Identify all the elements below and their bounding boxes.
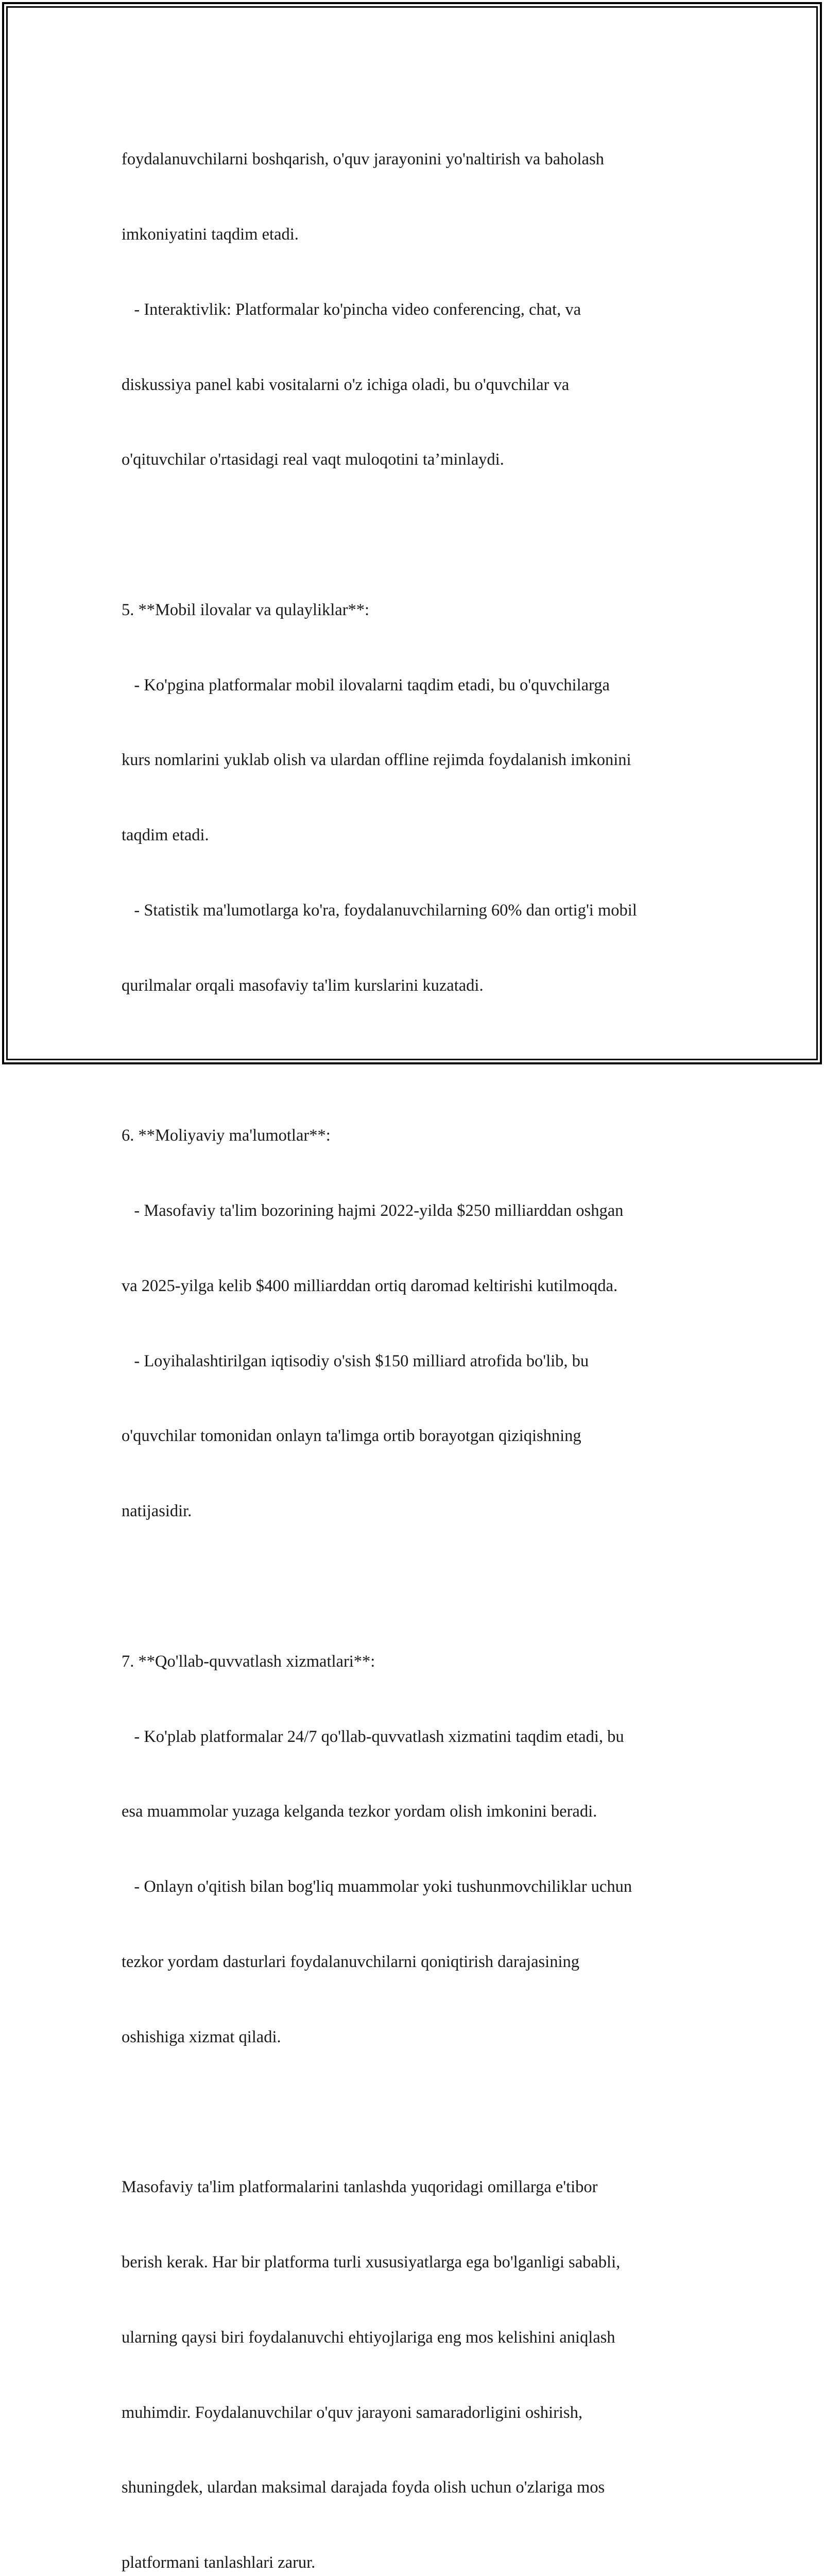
text-line: - Loyihalashtirilgan iqtisodiy o'sish $150 milliard atrofida bo'lib, bu <box>122 1351 589 1370</box>
blank-line <box>122 522 729 548</box>
text-line: - Statistik ma'lumotlarga ko'ra, foydalanuvchilarning 60% dan ortig'i mobil <box>122 901 637 920</box>
text-line: esa muammolar yuzaga kelganda tezkor yordam olish imkonini beradi. <box>122 1802 597 1821</box>
conclusion-line: platformani tanlashlari zarur. <box>122 2553 316 2572</box>
text-line: natijasidir. <box>122 1502 192 1521</box>
conclusion-line: berish kerak. Har bir platforma turli xususiyatlarga ega bo'lganligi sababli, <box>122 2253 621 2272</box>
text-line: foydalanuvchilarni boshqarish, o'quv jarayonini yo'naltirish va baholash <box>122 150 604 169</box>
text-line: - Ko'plab platformalar 24/7 qo'llab-quvvatlash xizmatini taqdim etadi, bu <box>122 1727 624 1746</box>
text-line: - Onlayn o'qitish bilan bog'liq muammolar yoki tushunmovchiliklar uchun <box>122 1877 632 1896</box>
text-line: taqdim etadi. <box>122 826 209 845</box>
text-line: oshishiga xizmat qiladi. <box>122 2027 281 2046</box>
section-heading: 6. **Moliyaviy ma'lumotlar**: <box>122 1126 331 1145</box>
text-line: - Masofaviy ta'lim bozorining hajmi 2022-yilda $250 milliarddan oshgan <box>122 1201 624 1221</box>
text-line: tezkor yordam dasturlari foydalanuvchilarni qoniqtirish darajasining <box>122 1952 579 1971</box>
text-line: imkoniyatini taqdim etadi. <box>122 225 299 244</box>
text-line: - Interaktivlik: Platformalar ko'pincha video conferencing, chat, va <box>122 300 581 319</box>
text-line: diskussiya panel kabi vositalarni o'z ichiga oladi, bu o'quvchilar va <box>122 375 570 394</box>
section-heading: 7. **Qo'llab-quvvatlash xizmatlari**: <box>122 1652 375 1671</box>
text-line: o'quvchilar tomonidan onlayn ta'limga ortib borayotgan qiziqishning <box>122 1427 581 1446</box>
conclusion-line: Masofaviy ta'lim platformalarini tanlashda yuqoridagi omillarga e'tibor <box>122 2178 598 2197</box>
text-line: va 2025-yilga kelib $400 milliarddan ortiq daromad keltirishi kutilmoqda. <box>122 1276 618 1295</box>
blank-line <box>122 1574 729 1599</box>
conclusion-line: muhimdir. Foydalanuvchilar o'quv jarayoni samaradorligini oshirish, <box>122 2403 582 2422</box>
blank-line <box>122 1048 729 1074</box>
text-line: o'qituvchilar o'rtasidagi real vaqt muloqotini ta’minlaydi. <box>122 450 504 469</box>
conclusion-line: shuningdek, ulardan maksimal darajada foyda olish uchun o'zlariga mos <box>122 2478 605 2497</box>
text-line: kurs nomlarini yuklab olish va ulardan offline rejimda foydalanish imkonini <box>122 751 631 770</box>
section-heading: 5. **Mobil ilovalar va qulayliklar**: <box>122 600 370 619</box>
blank-line <box>122 2100 729 2125</box>
text-line: qurilmalar orqali masofaviy ta'lim kurslarini kuzatadi. <box>122 976 484 995</box>
text-line: - Ko'pgina platformalar mobil ilovalarni taqdim etadi, bu o'quvchilarga <box>122 675 610 694</box>
conclusion-line: ularning qaysi biri foydalanuvchi ehtiyojlariga eng mos kelishini aniqlash <box>122 2328 615 2347</box>
document-body <box>122 97 729 2576</box>
